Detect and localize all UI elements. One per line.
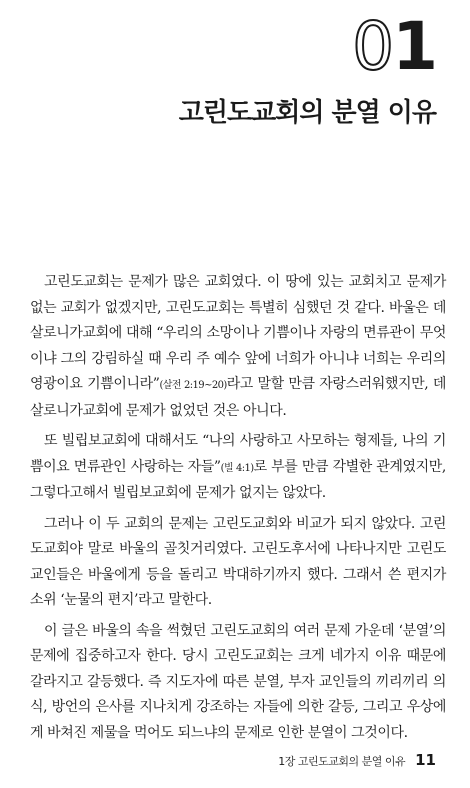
page-number: 11 xyxy=(415,751,436,769)
paragraph xyxy=(30,270,446,424)
paragraph-text: 고린도교회는 문제가 많은 교회였다. 이 땅에 있는 교회치고 문제가 없는 교회가 없겠지만, 고린도교회는 특별히 심했던 것 같다. 바울은 데살로니가교회에 대해 “우리의 소망이나 기쁨이나 자랑의 면류관이 무엇이냐 그의 강림하실 때 우리 주 예수 앞에 너희가 아니냐 너희는 우리의 영광이요 기쁨이니라” xyxy=(30,274,446,392)
paragraph xyxy=(30,429,446,507)
paragraph xyxy=(30,512,446,614)
paragraph-text: 이 글은 바울의 속을 썩혔던 고린도교회의 여러 문제 가운데 ‘분열’의 문제에 집중하고자 한다. 당시 고린도교회는 크게 네가지 이유 때문에 갈라지고 갈등했다. 즉 지도자에 따른 분열, 부자 교인들의 끼리끼리 의식, 방언의 은사를 지나치게 강조하는 자들에 의한 갈등, 그리고 우상에게 바쳐진 제물을 먹어도 되느냐의 문제로 인한 분열이 그것이다. xyxy=(30,622,446,741)
paragraph-text: 라고 말할 만큼 자랑스러워했지만, 데살로니가교회에 문제가 없었던 것은 아니다. xyxy=(30,376,446,419)
body-text xyxy=(30,270,446,751)
running-head: 1장 고린도교회의 분열 이유 xyxy=(278,755,406,768)
paragraph-text: 또 빌립보교회에 대해서도 “나의 사랑하고 사모하는 형제들, 나의 기쁨이요 면류관인 사랑하는 자들” xyxy=(30,433,446,475)
page-footer xyxy=(278,751,436,769)
scripture-reference: (빌 4:1) xyxy=(220,462,254,474)
chapter-number-solid-digit: 1 xyxy=(392,8,436,85)
paragraph-text: 그러나 이 두 교회의 문제는 고린도교회와 비교가 되지 않았다. 고린도교회야 말로 바울의 골칫거리였다. 고린도후서에 나타나지만 고린도 교인들은 바울에게 등을 돌리고 박대하기까지 했다. 그래서 쓴 편지가 소위 ‘눈물의 편지’라고 말한다. xyxy=(30,515,446,608)
chapter-title: 고린도교회의 분열 이유 xyxy=(178,98,436,128)
paragraph-text: 로 부를 만큼 각별한 관계였지만, 그렇다고해서 빌립보교회에 문제가 없지는 않았다. xyxy=(30,458,446,501)
chapter-number xyxy=(352,8,436,85)
paragraph xyxy=(30,619,446,747)
scripture-reference: (살전 2:19~20) xyxy=(159,380,227,391)
chapter-number-outline-digit: 0 xyxy=(352,8,393,85)
